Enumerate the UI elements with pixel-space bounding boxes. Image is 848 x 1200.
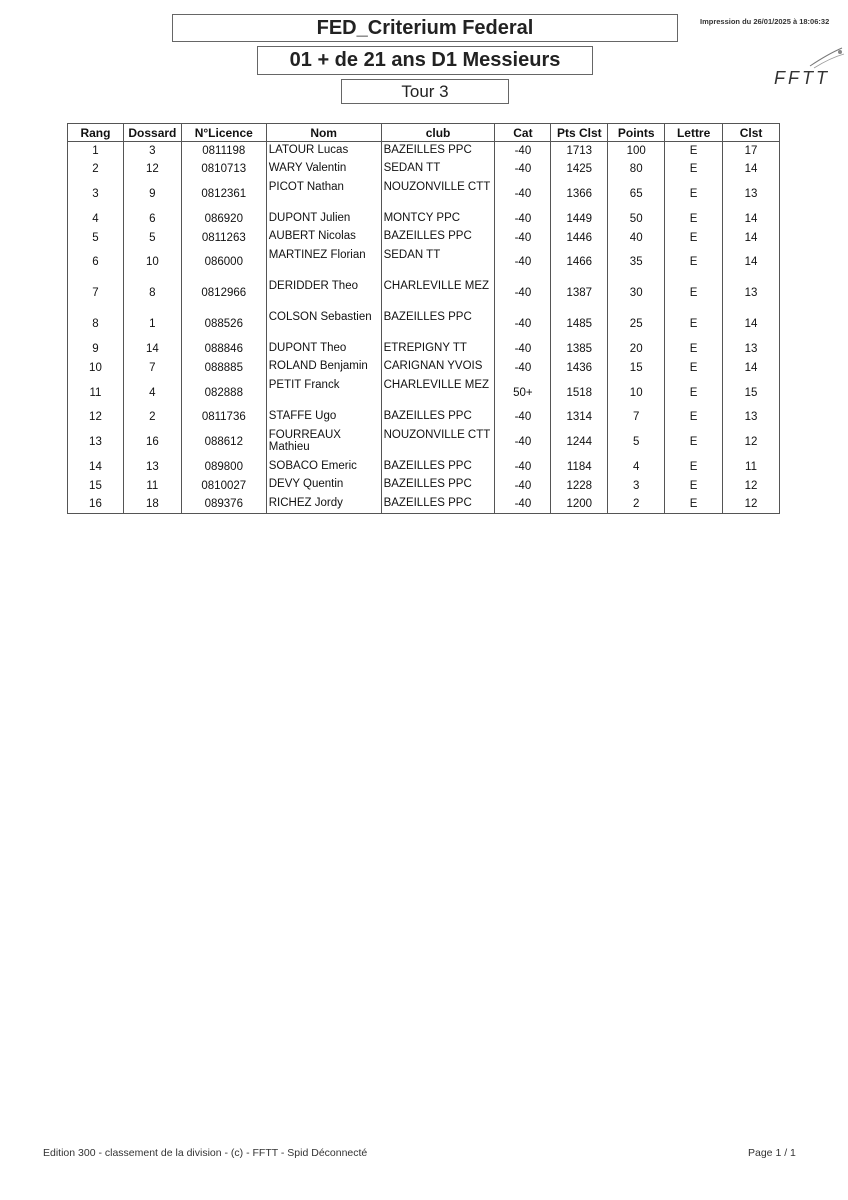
round-title: Tour 3 xyxy=(341,79,509,104)
table-row xyxy=(68,458,780,477)
cell-rang: 3 xyxy=(68,179,124,210)
cell-dossard: 5 xyxy=(123,228,181,247)
cell-nom: AUBERT Nicolas xyxy=(266,228,381,247)
table-row xyxy=(68,358,780,377)
cell-rang: 2 xyxy=(68,160,124,179)
cell-points: 10 xyxy=(608,377,665,408)
cell-pts-clst: 1314 xyxy=(551,408,608,427)
results-body xyxy=(68,142,780,514)
cell-lettre: E xyxy=(665,278,723,309)
cell-licence: 0811263 xyxy=(181,228,266,247)
cell-licence: 0811736 xyxy=(181,408,266,427)
cell-dossard: 18 xyxy=(123,495,181,514)
cell-club: BAZEILLES PPC xyxy=(381,228,495,247)
cell-pts-clst: 1713 xyxy=(551,142,608,161)
cell-nom: STAFFE Ugo xyxy=(266,408,381,427)
cell-cat: -40 xyxy=(495,142,551,161)
division-title: 01 + de 21 ans D1 Messieurs xyxy=(257,46,593,75)
table-row xyxy=(68,377,780,408)
cell-club: NOUZONVILLE CTT xyxy=(381,179,495,210)
cell-lettre: E xyxy=(665,179,723,210)
cell-clst: 14 xyxy=(723,228,780,247)
cell-cat: -40 xyxy=(495,179,551,210)
cell-dossard: 2 xyxy=(123,408,181,427)
cell-rang: 7 xyxy=(68,278,124,309)
table-row xyxy=(68,210,780,229)
cell-dossard: 14 xyxy=(123,340,181,359)
cell-club: CHARLEVILLE MEZ xyxy=(381,377,495,408)
cell-cat: -40 xyxy=(495,309,551,340)
cell-nom: FOURREAUX Mathieu xyxy=(266,427,381,458)
cell-dossard: 10 xyxy=(123,247,181,278)
cell-licence: 088885 xyxy=(181,358,266,377)
cell-cat: -40 xyxy=(495,340,551,359)
cell-rang: 13 xyxy=(68,427,124,458)
results-table xyxy=(67,123,780,514)
cell-points: 80 xyxy=(608,160,665,179)
cell-cat: -40 xyxy=(495,160,551,179)
cell-pts-clst: 1518 xyxy=(551,377,608,408)
cell-dossard: 8 xyxy=(123,278,181,309)
cell-pts-clst: 1449 xyxy=(551,210,608,229)
cell-clst: 14 xyxy=(723,247,780,278)
column-header-points: Points xyxy=(608,124,665,142)
cell-rang: 14 xyxy=(68,458,124,477)
cell-points: 50 xyxy=(608,210,665,229)
cell-rang: 6 xyxy=(68,247,124,278)
cell-dossard: 11 xyxy=(123,476,181,495)
cell-licence: 082888 xyxy=(181,377,266,408)
cell-clst: 12 xyxy=(723,476,780,495)
cell-nom: DERIDDER Theo xyxy=(266,278,381,309)
cell-nom: WARY Valentin xyxy=(266,160,381,179)
cell-rang: 15 xyxy=(68,476,124,495)
cell-points: 30 xyxy=(608,278,665,309)
column-header-nom: Nom xyxy=(266,124,381,142)
cell-dossard: 9 xyxy=(123,179,181,210)
cell-lettre: E xyxy=(665,247,723,278)
cell-pts-clst: 1446 xyxy=(551,228,608,247)
cell-points: 3 xyxy=(608,476,665,495)
column-header-licence: N°Licence xyxy=(181,124,266,142)
cell-club: BAZEILLES PPC xyxy=(381,458,495,477)
table-header-row xyxy=(68,124,780,142)
cell-rang: 8 xyxy=(68,309,124,340)
cell-clst: 13 xyxy=(723,408,780,427)
cell-lettre: E xyxy=(665,358,723,377)
cell-lettre: E xyxy=(665,458,723,477)
cell-licence: 089800 xyxy=(181,458,266,477)
cell-pts-clst: 1244 xyxy=(551,427,608,458)
cell-pts-clst: 1184 xyxy=(551,458,608,477)
cell-points: 4 xyxy=(608,458,665,477)
cell-cat: -40 xyxy=(495,427,551,458)
cell-pts-clst: 1366 xyxy=(551,179,608,210)
cell-cat: -40 xyxy=(495,495,551,514)
cell-clst: 12 xyxy=(723,427,780,458)
column-header-rang: Rang xyxy=(68,124,124,142)
cell-dossard: 12 xyxy=(123,160,181,179)
cell-cat: -40 xyxy=(495,408,551,427)
cell-club: SEDAN TT xyxy=(381,160,495,179)
cell-cat: -40 xyxy=(495,358,551,377)
cell-cat: -40 xyxy=(495,210,551,229)
cell-club: BAZEILLES PPC xyxy=(381,408,495,427)
column-header-club: club xyxy=(381,124,495,142)
cell-licence: 088612 xyxy=(181,427,266,458)
column-header-lettre: Lettre xyxy=(665,124,723,142)
cell-club: MONTCY PPC xyxy=(381,210,495,229)
cell-dossard: 16 xyxy=(123,427,181,458)
cell-licence: 088526 xyxy=(181,309,266,340)
footer-edition: Edition 300 - classement de la division - (c) - FFTT - Spid Déconnecté xyxy=(43,1147,368,1159)
cell-clst: 13 xyxy=(723,278,780,309)
table-row xyxy=(68,427,780,458)
cell-lettre: E xyxy=(665,160,723,179)
cell-rang: 1 xyxy=(68,142,124,161)
column-header-pts-clst: Pts Clst xyxy=(551,124,608,142)
cell-lettre: E xyxy=(665,495,723,514)
cell-licence: 086920 xyxy=(181,210,266,229)
cell-licence: 088846 xyxy=(181,340,266,359)
cell-points: 5 xyxy=(608,427,665,458)
cell-lettre: E xyxy=(665,340,723,359)
cell-pts-clst: 1425 xyxy=(551,160,608,179)
cell-licence: 0811198 xyxy=(181,142,266,161)
cell-nom: LATOUR Lucas xyxy=(266,142,381,161)
cell-pts-clst: 1385 xyxy=(551,340,608,359)
column-header-clst: Clst xyxy=(723,124,780,142)
cell-dossard: 13 xyxy=(123,458,181,477)
cell-clst: 11 xyxy=(723,458,780,477)
table-row xyxy=(68,179,780,210)
cell-licence: 0812361 xyxy=(181,179,266,210)
cell-pts-clst: 1200 xyxy=(551,495,608,514)
cell-nom: DUPONT Julien xyxy=(266,210,381,229)
cell-points: 25 xyxy=(608,309,665,340)
cell-pts-clst: 1485 xyxy=(551,309,608,340)
cell-points: 35 xyxy=(608,247,665,278)
cell-nom: PICOT Nathan xyxy=(266,179,381,210)
table-row xyxy=(68,495,780,514)
cell-lettre: E xyxy=(665,377,723,408)
cell-nom: MARTINEZ Florian xyxy=(266,247,381,278)
cell-clst: 17 xyxy=(723,142,780,161)
cell-cat: -40 xyxy=(495,458,551,477)
footer-page-number: Page 1 / 1 xyxy=(748,1147,796,1159)
cell-points: 7 xyxy=(608,408,665,427)
cell-rang: 12 xyxy=(68,408,124,427)
cell-rang: 5 xyxy=(68,228,124,247)
cell-dossard: 7 xyxy=(123,358,181,377)
table-row xyxy=(68,142,780,161)
cell-nom: ROLAND Benjamin xyxy=(266,358,381,377)
cell-nom: SOBACO Emeric xyxy=(266,458,381,477)
cell-points: 100 xyxy=(608,142,665,161)
cell-pts-clst: 1466 xyxy=(551,247,608,278)
cell-licence: 089376 xyxy=(181,495,266,514)
cell-rang: 4 xyxy=(68,210,124,229)
table-row xyxy=(68,247,780,278)
cell-pts-clst: 1436 xyxy=(551,358,608,377)
cell-lettre: E xyxy=(665,228,723,247)
cell-clst: 13 xyxy=(723,340,780,359)
cell-dossard: 1 xyxy=(123,309,181,340)
fftt-logo xyxy=(770,44,846,90)
cell-lettre: E xyxy=(665,476,723,495)
cell-nom: RICHEZ Jordy xyxy=(266,495,381,514)
cell-pts-clst: 1387 xyxy=(551,278,608,309)
column-header-dossard: Dossard xyxy=(123,124,181,142)
cell-nom: DEVY Quentin xyxy=(266,476,381,495)
cell-clst: 12 xyxy=(723,495,780,514)
cell-dossard: 6 xyxy=(123,210,181,229)
table-row xyxy=(68,408,780,427)
cell-lettre: E xyxy=(665,309,723,340)
table-row xyxy=(68,160,780,179)
cell-nom: DUPONT Theo xyxy=(266,340,381,359)
cell-club: BAZEILLES PPC xyxy=(381,309,495,340)
cell-cat: -40 xyxy=(495,476,551,495)
cell-points: 15 xyxy=(608,358,665,377)
cell-nom: PETIT Franck xyxy=(266,377,381,408)
cell-licence: 0812966 xyxy=(181,278,266,309)
cell-rang: 16 xyxy=(68,495,124,514)
cell-club: BAZEILLES PPC xyxy=(381,142,495,161)
cell-points: 65 xyxy=(608,179,665,210)
print-date: Impression du 26/01/2025 à 18:06:32 xyxy=(700,17,830,26)
cell-licence: 0810713 xyxy=(181,160,266,179)
cell-cat: -40 xyxy=(495,228,551,247)
table-row xyxy=(68,278,780,309)
cell-rang: 10 xyxy=(68,358,124,377)
cell-nom: COLSON Sebastien xyxy=(266,309,381,340)
cell-licence: 086000 xyxy=(181,247,266,278)
cell-clst: 14 xyxy=(723,358,780,377)
cell-lettre: E xyxy=(665,142,723,161)
cell-cat: -40 xyxy=(495,278,551,309)
cell-club: NOUZONVILLE CTT xyxy=(381,427,495,458)
table-row xyxy=(68,228,780,247)
cell-points: 2 xyxy=(608,495,665,514)
competition-title: FED_Criterium Federal xyxy=(172,14,678,42)
table-row xyxy=(68,340,780,359)
table-row xyxy=(68,309,780,340)
cell-clst: 13 xyxy=(723,179,780,210)
cell-rang: 9 xyxy=(68,340,124,359)
cell-cat: -40 xyxy=(495,247,551,278)
cell-club: ETREPIGNY TT xyxy=(381,340,495,359)
cell-club: BAZEILLES PPC xyxy=(381,495,495,514)
cell-lettre: E xyxy=(665,408,723,427)
cell-points: 40 xyxy=(608,228,665,247)
cell-clst: 15 xyxy=(723,377,780,408)
cell-club: BAZEILLES PPC xyxy=(381,476,495,495)
cell-dossard: 3 xyxy=(123,142,181,161)
cell-points: 20 xyxy=(608,340,665,359)
cell-club: SEDAN TT xyxy=(381,247,495,278)
cell-licence: 0810027 xyxy=(181,476,266,495)
cell-clst: 14 xyxy=(723,210,780,229)
cell-pts-clst: 1228 xyxy=(551,476,608,495)
cell-rang: 11 xyxy=(68,377,124,408)
cell-lettre: E xyxy=(665,427,723,458)
cell-club: CARIGNAN YVOIS xyxy=(381,358,495,377)
cell-clst: 14 xyxy=(723,160,780,179)
table-row xyxy=(68,476,780,495)
cell-dossard: 4 xyxy=(123,377,181,408)
cell-lettre: E xyxy=(665,210,723,229)
cell-cat: 50+ xyxy=(495,377,551,408)
logo-text: FFTT xyxy=(774,68,830,88)
cell-clst: 14 xyxy=(723,309,780,340)
column-header-cat: Cat xyxy=(495,124,551,142)
cell-club: CHARLEVILLE MEZ xyxy=(381,278,495,309)
